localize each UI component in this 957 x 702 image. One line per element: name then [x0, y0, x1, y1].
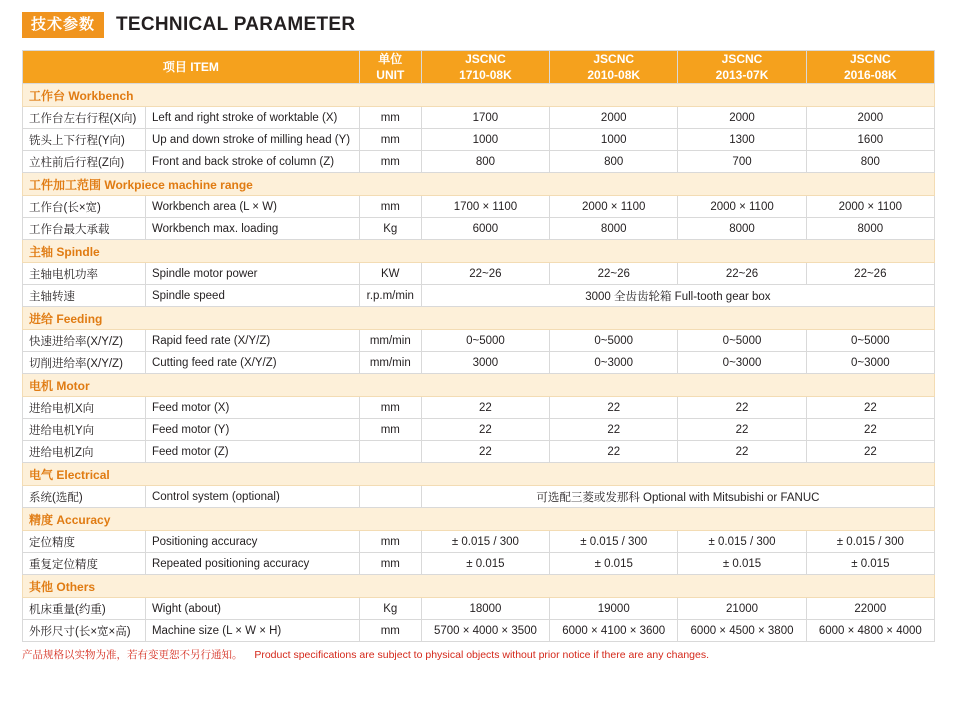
row-value-model-3: 6000 × 4500 × 3800	[678, 620, 806, 642]
row-item-english: Feed motor (X)	[145, 397, 359, 419]
section-title-english: Electrical	[56, 467, 110, 482]
row-item-english: Spindle speed	[145, 285, 359, 307]
row-value-model-3: 22~26	[678, 263, 806, 285]
row-value-model-3: 22	[678, 441, 806, 463]
row-value-model-2: ± 0.015	[550, 553, 678, 575]
row-item-english: Workbench area (L × W)	[145, 196, 359, 218]
row-value-model-3: 2000	[678, 107, 806, 129]
row-item-english: Up and down stroke of milling head (Y)	[145, 129, 359, 151]
row-item-english: Feed motor (Y)	[145, 419, 359, 441]
table-row	[23, 218, 935, 240]
column-header-model-3: JSCNC 2013-07K	[678, 51, 806, 84]
section-title-english: Others	[56, 579, 96, 594]
row-unit: KW	[359, 263, 421, 285]
row-value-model-4: ± 0.015 / 300	[806, 531, 934, 553]
table-row	[23, 196, 935, 218]
section-title-chinese: 主轴	[29, 244, 54, 259]
page-title: TECHNICAL PARAMETER	[116, 14, 356, 35]
table-section-header	[23, 575, 935, 598]
section-title	[23, 173, 935, 196]
section-title	[23, 307, 935, 330]
row-item-chinese: 定位精度	[23, 531, 146, 553]
row-unit: mm	[359, 151, 421, 173]
table-section-header	[23, 173, 935, 196]
row-unit: Kg	[359, 218, 421, 240]
row-item-chinese: 重复定位精度	[23, 553, 146, 575]
row-item-english: Feed motor (Z)	[145, 441, 359, 463]
column-header-model-4: JSCNC 2016-08K	[806, 51, 934, 84]
section-title-english: Feeding	[56, 311, 103, 326]
row-item-chinese: 进给电机X向	[23, 397, 146, 419]
section-title-chinese: 工件加工范围	[29, 177, 102, 192]
table-row	[23, 330, 935, 352]
table-row	[23, 263, 935, 285]
row-value-model-1: ± 0.015	[421, 553, 549, 575]
column-header-model-2: JSCNC 2010-08K	[550, 51, 678, 84]
header-badge-chinese: 技术参数	[22, 12, 104, 37]
row-value-model-1: ± 0.015 / 300	[421, 531, 549, 553]
row-value-model-4: 800	[806, 151, 934, 173]
table-row	[23, 553, 935, 575]
table-row	[23, 129, 935, 151]
row-value-model-1: 22	[421, 441, 549, 463]
row-unit: mm	[359, 129, 421, 151]
row-value-model-2: 2000	[550, 107, 678, 129]
row-value-model-3: 0~3000	[678, 352, 806, 374]
row-value-model-4: 22	[806, 419, 934, 441]
table-row	[23, 620, 935, 642]
row-value-model-1: 18000	[421, 598, 549, 620]
table-section-header	[23, 84, 935, 107]
row-unit: r.p.m/min	[359, 285, 421, 307]
row-item-chinese: 工作台左右行程(X向)	[23, 107, 146, 129]
row-value-model-4: 22	[806, 397, 934, 419]
section-title	[23, 374, 935, 397]
row-item-english: Wight (about)	[145, 598, 359, 620]
row-value-model-2: 8000	[550, 218, 678, 240]
row-value-model-4: 22~26	[806, 263, 934, 285]
row-item-chinese: 外形尺寸(长×宽×高)	[23, 620, 146, 642]
section-title-chinese: 精度	[29, 512, 54, 527]
row-item-chinese: 系统(选配)	[23, 486, 146, 508]
table-section-header	[23, 508, 935, 531]
section-title-chinese: 电气	[29, 467, 54, 482]
disclaimer-note	[22, 649, 935, 663]
row-unit: mm	[359, 620, 421, 642]
row-value-model-1: 22	[421, 419, 549, 441]
section-title-chinese: 工作台	[29, 88, 66, 103]
section-title-chinese: 电机	[29, 378, 54, 393]
column-header-unit: 单位 UNIT	[359, 51, 421, 84]
row-unit: mm	[359, 531, 421, 553]
row-value-model-3: 22	[678, 419, 806, 441]
row-value-model-3: 22	[678, 397, 806, 419]
row-item-english: Positioning accuracy	[145, 531, 359, 553]
row-item-english: Repeated positioning accuracy	[145, 553, 359, 575]
row-value-model-1: 1700	[421, 107, 549, 129]
section-title	[23, 84, 935, 107]
row-value-merged: 3000 全齿齿轮箱 Full-tooth gear box	[421, 285, 934, 307]
row-value-model-3: 21000	[678, 598, 806, 620]
column-header-model-1: JSCNC 1710-08K	[421, 51, 549, 84]
table-section-header	[23, 240, 935, 263]
section-title-english: Spindle	[56, 244, 100, 259]
section-title-english: Workpiece machine range	[104, 177, 253, 192]
row-value-model-3: 8000	[678, 218, 806, 240]
row-value-model-2: 22~26	[550, 263, 678, 285]
row-value-model-3: 2000 × 1100	[678, 196, 806, 218]
table-row	[23, 352, 935, 374]
row-item-english: Control system (optional)	[145, 486, 359, 508]
section-title	[23, 508, 935, 531]
row-value-model-2: 2000 × 1100	[550, 196, 678, 218]
row-item-english: Rapid feed rate (X/Y/Z)	[145, 330, 359, 352]
row-value-model-4: 1600	[806, 129, 934, 151]
table-row	[23, 598, 935, 620]
row-item-chinese: 快速进给率(X/Y/Z)	[23, 330, 146, 352]
row-item-chinese: 立柱前后行程(Z向)	[23, 151, 146, 173]
row-value-model-2: 22	[550, 441, 678, 463]
section-title-chinese: 其他	[29, 579, 54, 594]
table-row	[23, 441, 935, 463]
row-value-model-3: 0~5000	[678, 330, 806, 352]
row-value-model-1: 1000	[421, 129, 549, 151]
table-row	[23, 397, 935, 419]
row-item-chinese: 机床重量(约重)	[23, 598, 146, 620]
row-value-model-2: 1000	[550, 129, 678, 151]
table-section-header	[23, 374, 935, 397]
table-section-header	[23, 307, 935, 330]
row-item-chinese: 切削进给率(X/Y/Z)	[23, 352, 146, 374]
section-title-english: Workbench	[68, 88, 134, 103]
row-value-model-2: 800	[550, 151, 678, 173]
row-item-chinese: 主轴电机功率	[23, 263, 146, 285]
row-value-model-4: 22	[806, 441, 934, 463]
row-value-model-1: 5700 × 4000 × 3500	[421, 620, 549, 642]
row-item-chinese: 进给电机Z向	[23, 441, 146, 463]
row-value-model-4: 6000 × 4800 × 4000	[806, 620, 934, 642]
row-value-model-2: ± 0.015 / 300	[550, 531, 678, 553]
row-value-model-1: 0~5000	[421, 330, 549, 352]
row-value-model-4: ± 0.015	[806, 553, 934, 575]
row-unit	[359, 441, 421, 463]
row-item-chinese: 工作台(长×宽)	[23, 196, 146, 218]
row-item-chinese: 主轴转速	[23, 285, 146, 307]
table-header	[23, 51, 935, 84]
row-value-model-2: 0~5000	[550, 330, 678, 352]
row-value-model-2: 22	[550, 397, 678, 419]
row-unit: mm	[359, 419, 421, 441]
row-value-model-3: ± 0.015	[678, 553, 806, 575]
section-title	[23, 240, 935, 263]
table-body	[23, 84, 935, 642]
row-unit	[359, 486, 421, 508]
row-item-english: Front and back stroke of column (Z)	[145, 151, 359, 173]
row-unit: mm	[359, 397, 421, 419]
row-value-model-2: 22	[550, 419, 678, 441]
table-row	[23, 285, 935, 307]
technical-parameter-table	[22, 50, 935, 642]
row-unit: mm	[359, 196, 421, 218]
table-section-header	[23, 463, 935, 486]
column-header-item: 项目 ITEM	[23, 51, 360, 84]
row-unit: Kg	[359, 598, 421, 620]
row-value-model-2: 6000 × 4100 × 3600	[550, 620, 678, 642]
row-value-model-4: 0~5000	[806, 330, 934, 352]
page-header	[22, 10, 935, 40]
table-row	[23, 107, 935, 129]
section-title	[23, 575, 935, 598]
row-unit: mm/min	[359, 352, 421, 374]
row-value-model-1: 800	[421, 151, 549, 173]
row-value-model-4: 22000	[806, 598, 934, 620]
row-item-english: Workbench max. loading	[145, 218, 359, 240]
row-item-english: Left and right stroke of worktable (X)	[145, 107, 359, 129]
row-value-model-4: 0~3000	[806, 352, 934, 374]
table-row	[23, 419, 935, 441]
row-unit: mm	[359, 107, 421, 129]
row-item-chinese: 铣头上下行程(Y向)	[23, 129, 146, 151]
row-value-model-4: 2000	[806, 107, 934, 129]
row-unit: mm	[359, 553, 421, 575]
disclaimer-note-chinese: 产品规格以实物为准，若有变更恕不另行通知。	[22, 649, 243, 662]
disclaimer-note-english: Product specifications are subject to physical objects without prior notice if there are any changes.	[254, 649, 710, 662]
section-title-english: Motor	[56, 378, 90, 393]
table-row	[23, 486, 935, 508]
row-value-model-1: 6000	[421, 218, 549, 240]
row-value-model-3: 1300	[678, 129, 806, 151]
row-value-model-4: 2000 × 1100	[806, 196, 934, 218]
row-value-model-1: 22~26	[421, 263, 549, 285]
row-item-chinese: 进给电机Y向	[23, 419, 146, 441]
row-value-model-2: 0~3000	[550, 352, 678, 374]
row-unit: mm/min	[359, 330, 421, 352]
row-item-english: Spindle motor power	[145, 263, 359, 285]
section-title	[23, 463, 935, 486]
section-title-chinese: 进给	[29, 311, 54, 326]
row-item-english: Cutting feed rate (X/Y/Z)	[145, 352, 359, 374]
table-row	[23, 151, 935, 173]
row-item-english: Machine size (L × W × H)	[145, 620, 359, 642]
row-item-chinese: 工作台最大承载	[23, 218, 146, 240]
row-value-model-1: 1700 × 1100	[421, 196, 549, 218]
row-value-model-3: ± 0.015 / 300	[678, 531, 806, 553]
section-title-english: Accuracy	[56, 512, 111, 527]
row-value-merged: 可选配三菱或发那科 Optional with Mitsubishi or FANUC	[421, 486, 934, 508]
row-value-model-2: 19000	[550, 598, 678, 620]
row-value-model-1: 22	[421, 397, 549, 419]
row-value-model-4: 8000	[806, 218, 934, 240]
row-value-model-1: 3000	[421, 352, 549, 374]
table-row	[23, 531, 935, 553]
row-value-model-3: 700	[678, 151, 806, 173]
